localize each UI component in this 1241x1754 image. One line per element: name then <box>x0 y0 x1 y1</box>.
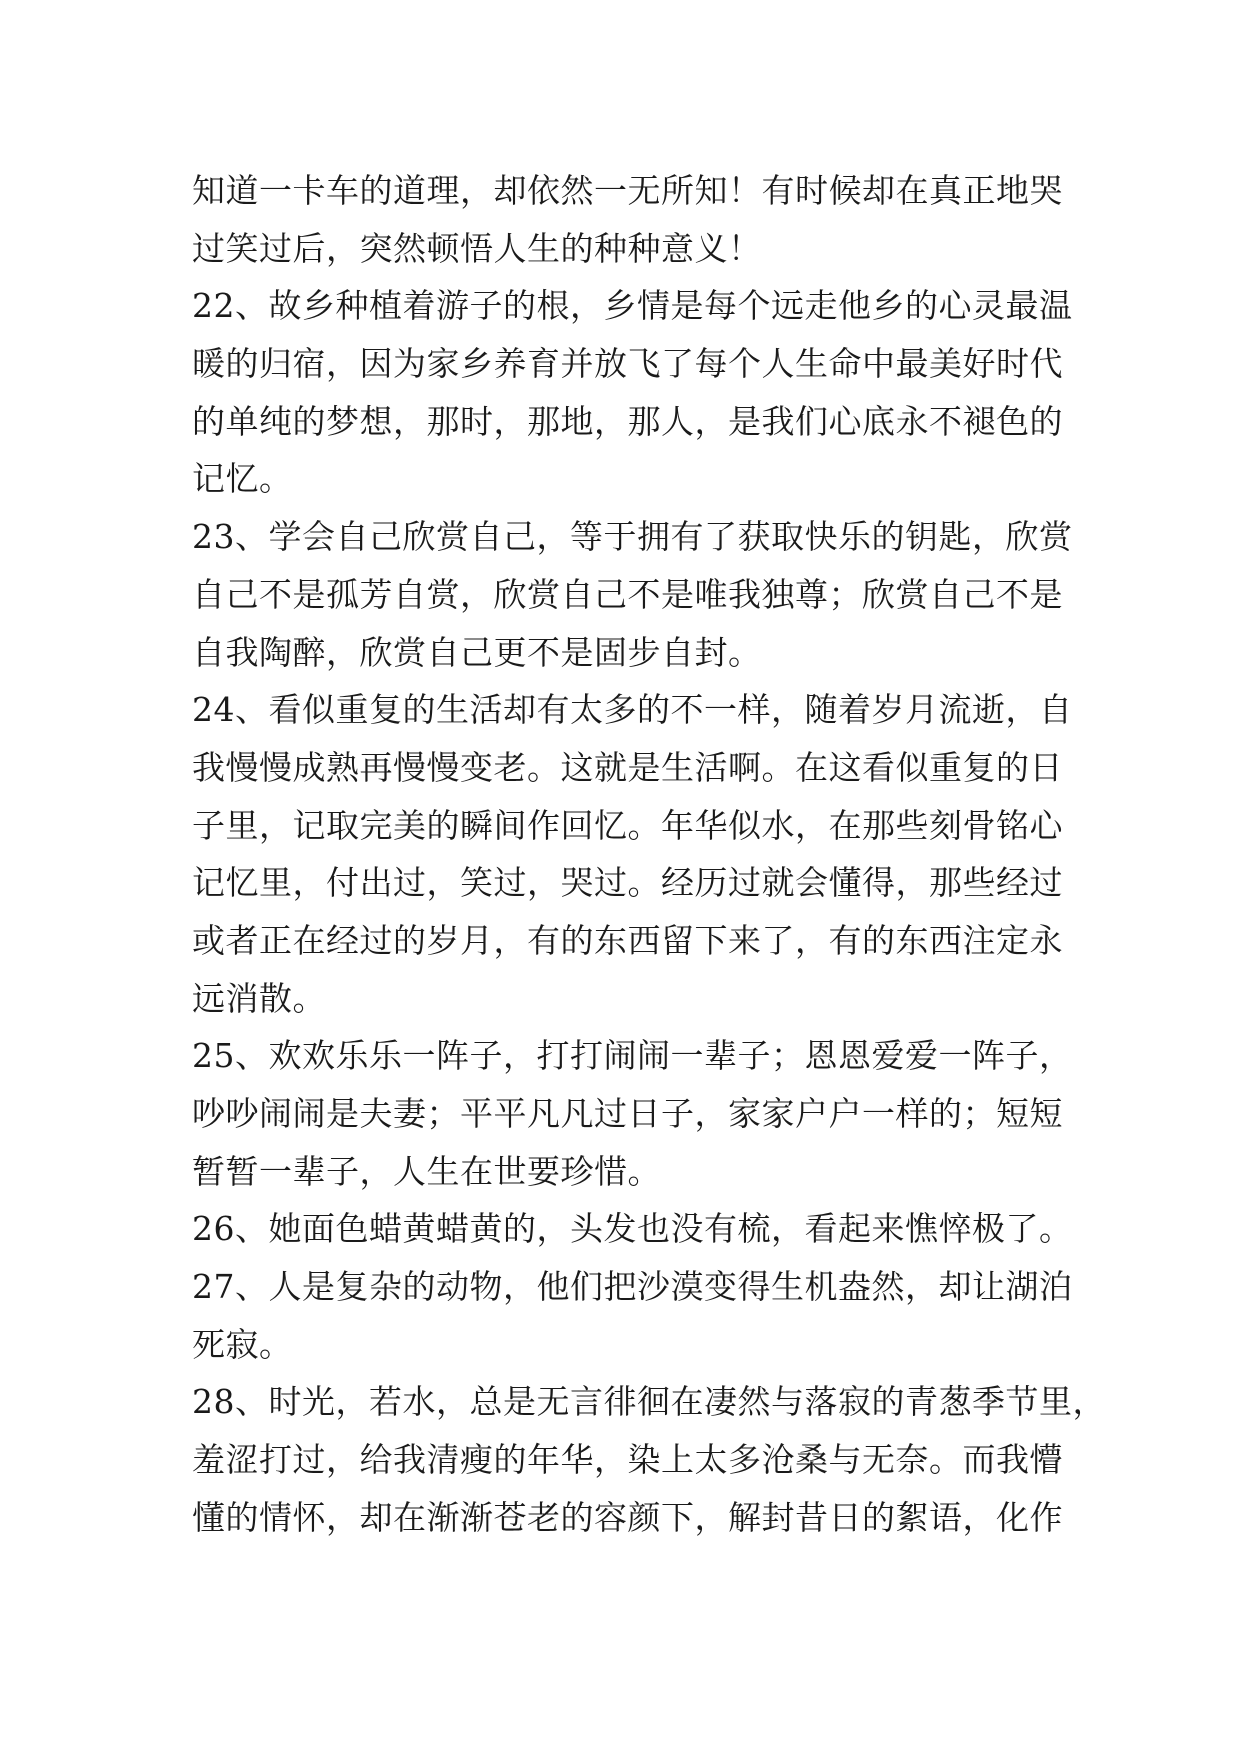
text-line: 自我陶醉，欣赏自己更不是固步自封。 <box>192 632 762 672</box>
text-line: 懂的情怀，却在渐渐苍老的容颜下，解封昔日的絮语，化作 <box>192 1497 1063 1537</box>
text-line: 羞涩打过，给我清瘦的年华，染上太多沧桑与无奈。而我懵 <box>192 1440 1063 1480</box>
text-line: 27、人是复杂的动物，他们把沙漠变得生机盎然，却让湖泊 <box>192 1267 1073 1307</box>
text-line: 自己不是孤芳自赏，欣赏自己不是唯我独尊；欣赏自己不是 <box>192 574 1063 614</box>
text-line: 死寂。 <box>192 1324 293 1364</box>
text-line: 过笑过后，突然顿悟人生的种种意义！ <box>192 228 762 268</box>
text-line: 暂暂一辈子，人生在世要珍惜。 <box>192 1151 661 1191</box>
text-line: 子里，记取完美的瞬间作回忆。年华似水，在那些刻骨铭心 <box>192 805 1063 845</box>
text-line: 23、学会自己欣赏自己，等于拥有了获取快乐的钥匙，欣赏 <box>192 517 1073 557</box>
text-line: 记忆里，付出过，笑过，哭过。经历过就会懂得，那些经过 <box>192 863 1063 903</box>
text-line: 的单纯的梦想，那时，那地，那人，是我们心底永不褪色的 <box>192 401 1063 441</box>
text-line: 我慢慢成熟再慢慢变老。这就是生活啊。在这看似重复的日 <box>192 747 1063 787</box>
text-line: 28、时光，若水，总是无言徘徊在凄然与落寂的青葱季节里， <box>192 1382 1106 1422</box>
text-line: 26、她面色蜡黄蜡黄的，头发也没有梳，看起来憔悴极了。 <box>192 1209 1073 1249</box>
text-line: 记忆。 <box>192 459 293 499</box>
text-line: 22、故乡种植着游子的根，乡情是每个远走他乡的心灵最温 <box>192 286 1073 326</box>
text-line: 知道一卡车的道理，却依然一无所知！有时候却在真正地哭 <box>192 171 1063 210</box>
text-line: 远消散。 <box>192 978 326 1018</box>
text-line: 暖的归宿，因为家乡养育并放飞了每个人生命中最美好时代 <box>192 344 1063 384</box>
text-line: 24、看似重复的生活却有太多的不一样，随着岁月流逝，自 <box>192 690 1073 730</box>
text-line: 吵吵闹闹是夫妻；平平凡凡过日子，家家户户一样的；短短 <box>192 1094 1063 1133</box>
document-body <box>192 162 1106 1547</box>
text-line: 25、欢欢乐乐一阵子，打打闹闹一辈子；恩恩爱爱一阵子， <box>192 1036 1073 1076</box>
text-line: 或者正在经过的岁月，有的东西留下来了，有的东西注定永 <box>192 920 1063 960</box>
